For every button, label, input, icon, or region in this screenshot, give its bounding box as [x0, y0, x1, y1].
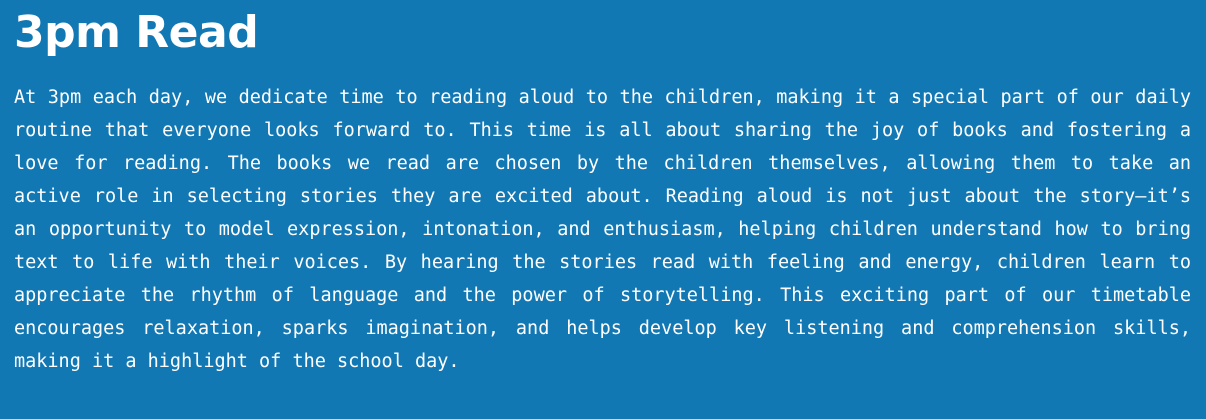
page-title: 3pm Read: [14, 7, 259, 58]
body-paragraph: At 3pm each day, we dedicate time to reading aloud to the children, making it a special part of our daily routine that everyone looks forward to. This time is all about sharing the joy of books and fostering a love for reading. The books we read are chosen by the children themselves, allowing them to take an active role in selecting stories they are excited about. Reading aloud is not just about the story—it’s an opportunity to model expression, intonation, and enthusiasm, helping children understand how to bring text to life with their voices. By hearing the stories read with feeling and energy, children learn to appreciate the rhythm of language and the power of storytelling. This exciting part of our timetable encourages relaxation, sparks imagination, and helps develop key listening and comprehension skills, making it a highlight of the school day.: [14, 86, 1191, 372]
